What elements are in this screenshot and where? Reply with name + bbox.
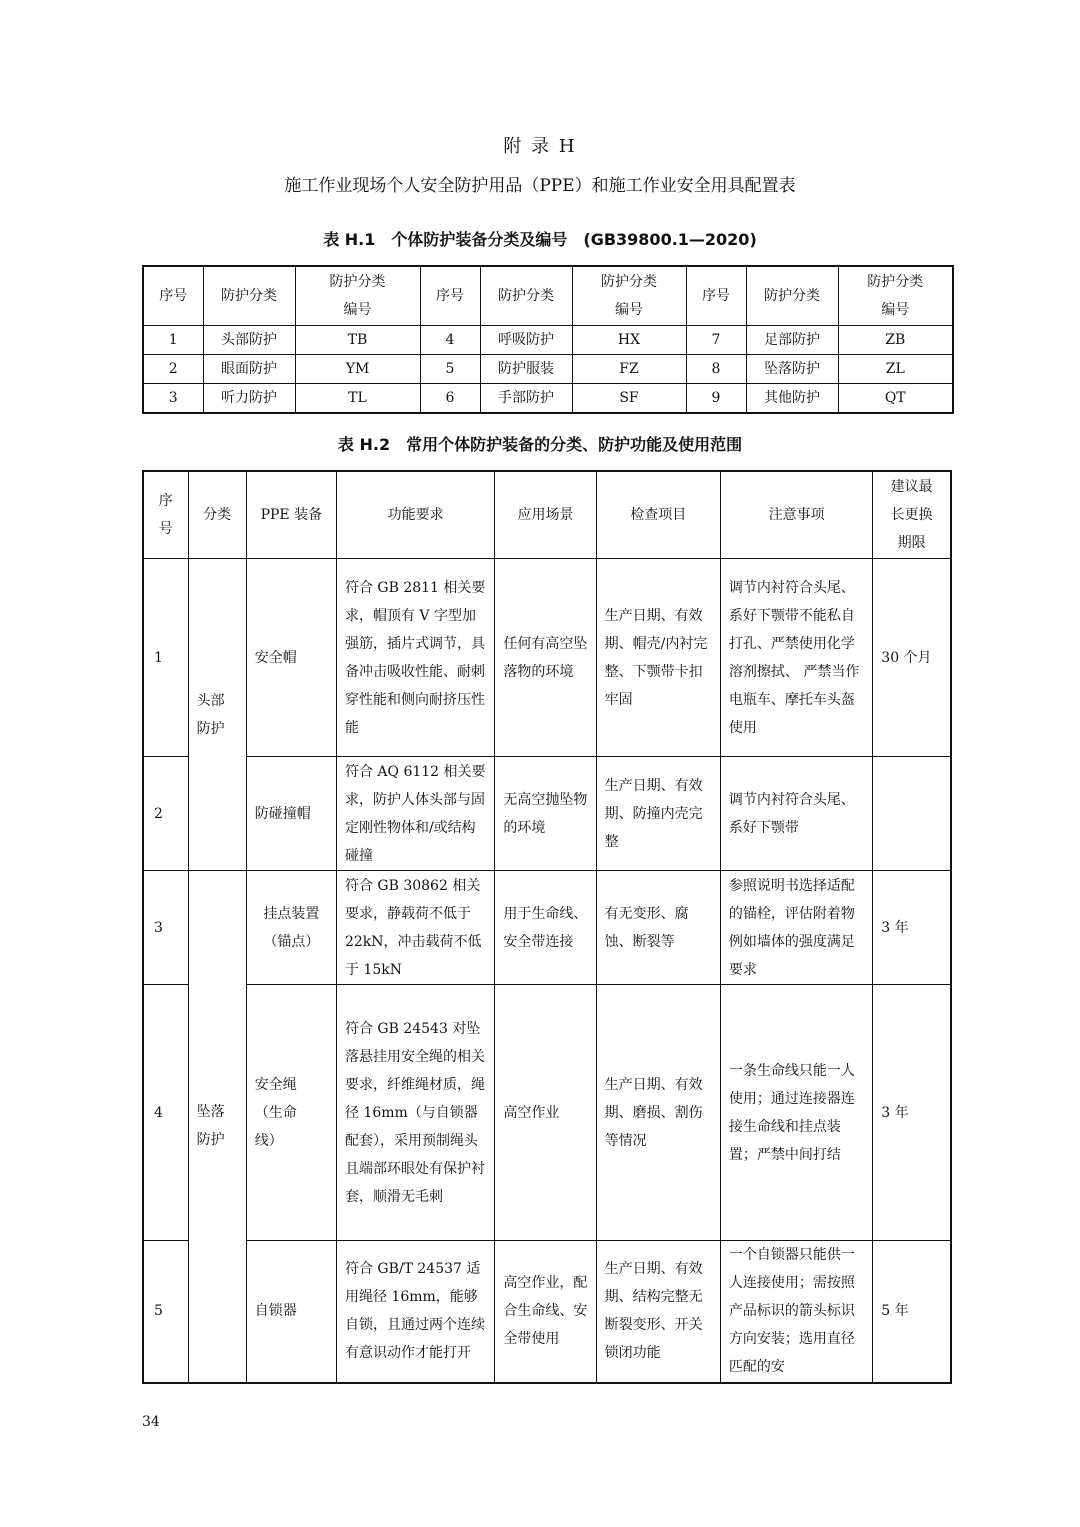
function-requirement: 符合 AQ 6112 相关要求，防护人体头部与固定刚性物体和/或结构碰撞 <box>336 757 494 871</box>
row-number: 2 <box>143 757 188 871</box>
equipment-name: 安全帽 <box>246 559 336 757</box>
table1-cell: QT <box>838 384 953 414</box>
table2-header: 应用场景 <box>495 471 596 559</box>
table1-cell: 防护服装 <box>480 355 572 384</box>
table-row <box>143 757 951 871</box>
table1-cell: 4 <box>420 326 480 355</box>
application-scenario: 用于生命线、安全带连接 <box>495 871 596 985</box>
table-row <box>143 1241 951 1383</box>
table2-header: 建议最 长更换 期限 <box>873 471 951 559</box>
table2-header: 分类 <box>188 471 246 559</box>
table1-cell: 8 <box>686 355 746 384</box>
table2-header: 检查项目 <box>596 471 720 559</box>
table-row <box>143 985 951 1241</box>
table1-header: 防护分类 编号 <box>295 266 420 326</box>
table1-cell: 其他防护 <box>746 384 838 414</box>
table1-cell: TL <box>295 384 420 414</box>
table1-cell: HX <box>572 326 686 355</box>
table-row <box>143 871 951 985</box>
precautions: 调节内衬符合头尾、系好下颚带 <box>720 757 872 871</box>
table1-cell: 足部防护 <box>746 326 838 355</box>
replacement-period: 3 年 <box>873 985 951 1241</box>
table1-cell: 坠落防护 <box>746 355 838 384</box>
application-scenario: 无高空抛坠物的环境 <box>495 757 596 871</box>
function-requirement: 符合 GB 30862 相关要求，静载荷不低于 22kN，冲击载荷不低于 15kN <box>336 871 494 985</box>
replacement-period: 5 年 <box>873 1241 951 1383</box>
group-head-protection: 头部 防护 <box>188 559 246 871</box>
equipment-name: 挂点装置 （锚点） <box>246 871 336 985</box>
table1-cell: FZ <box>572 355 686 384</box>
application-scenario: 高空作业，配合生命线、安全带使用 <box>495 1241 596 1383</box>
table-row <box>143 326 953 355</box>
check-items: 生产日期、有效期、防撞内壳完整 <box>596 757 720 871</box>
table1-header-row <box>143 266 953 326</box>
table1-header: 防护分类 编号 <box>838 266 953 326</box>
check-items: 生产日期、有效期、帽壳/内衬完整、下颚带卡扣牢固 <box>596 559 720 757</box>
table2-header: 序 号 <box>143 471 188 559</box>
table-row <box>143 384 953 414</box>
page-number: 34 <box>142 1414 160 1430</box>
replacement-period: 30 个月 <box>873 559 951 757</box>
table1-header: 序号 <box>420 266 480 326</box>
table1-cell: 1 <box>143 326 203 355</box>
row-number: 1 <box>143 559 188 757</box>
equipment-name: 安全绳 （生命 线） <box>246 985 336 1241</box>
table1-cell: 听力防护 <box>203 384 295 414</box>
table1-header: 序号 <box>686 266 746 326</box>
table1-cell: 7 <box>686 326 746 355</box>
replacement-period <box>873 757 951 871</box>
row-number: 3 <box>143 871 188 985</box>
check-items: 生产日期、有效期、磨损、割伤等情况 <box>596 985 720 1241</box>
table2-header-row <box>143 471 951 559</box>
row-number: 4 <box>143 985 188 1241</box>
group-fall-protection: 坠落 防护 <box>188 871 246 1383</box>
application-scenario: 高空作业 <box>495 985 596 1241</box>
table1-cell: TB <box>295 326 420 355</box>
precautions: 调节内衬符合头尾、系好下颚带不能私自打孔、严禁使用化学溶剂擦拭、 严禁当作电瓶车、摩托车头盔使用 <box>720 559 872 757</box>
precautions: 一个自锁器只能供一人连接使用；需按照产品标识的箭头标识方向安装；选用直径匹配的安 <box>720 1241 872 1383</box>
table1-cell: 2 <box>143 355 203 384</box>
precautions: 一条生命线只能一人使用；通过连接器连接生命线和挂点装置；严禁中间打结 <box>720 985 872 1241</box>
table1-header: 防护分类 <box>480 266 572 326</box>
appendix-subtitle: 施工作业现场个人安全防护用品（PPE）和施工作业安全用具配置表 <box>284 176 796 196</box>
table1-cell: 头部防护 <box>203 326 295 355</box>
table1-cell: 5 <box>420 355 480 384</box>
table2-header: 功能要求 <box>336 471 494 559</box>
table1-cell: ZL <box>838 355 953 384</box>
table1-cell: 呼吸防护 <box>480 326 572 355</box>
table-row <box>143 355 953 384</box>
ppe-function-table <box>142 470 952 1384</box>
table1-cell: 眼面防护 <box>203 355 295 384</box>
table1-cell: 9 <box>686 384 746 414</box>
row-number: 5 <box>143 1241 188 1383</box>
equipment-name: 防碰撞帽 <box>246 757 336 871</box>
table1-header: 防护分类 编号 <box>572 266 686 326</box>
check-items: 生产日期、有效期、结构完整无断裂变形、开关锁闭功能 <box>596 1241 720 1383</box>
function-requirement: 符合 GB/T 24537 适用绳径 16mm，能够自锁，且通过两个连续有意识动作才能打开 <box>336 1241 494 1383</box>
application-scenario: 任何有高空坠落物的环境 <box>495 559 596 757</box>
table2-caption: 表 H.2 常用个体防护装备的分类、防护功能及使用范围 <box>337 435 743 454</box>
table1-cell: 3 <box>143 384 203 414</box>
table1-cell: 6 <box>420 384 480 414</box>
replacement-period: 3 年 <box>873 871 951 985</box>
table2-header: 注意事项 <box>720 471 872 559</box>
precautions: 参照说明书选择适配的锚栓，评估附着物例如墙体的强度满足要求 <box>720 871 872 985</box>
table1-cell: 手部防护 <box>480 384 572 414</box>
equipment-name: 自锁器 <box>246 1241 336 1383</box>
table1-cell: YM <box>295 355 420 384</box>
appendix-title: 附 录 H <box>503 136 577 157</box>
table1-header: 防护分类 <box>746 266 838 326</box>
table1-cell: ZB <box>838 326 953 355</box>
table-row <box>143 559 951 757</box>
check-items: 有无变形、腐蚀、断裂等 <box>596 871 720 985</box>
table2-header: PPE 装备 <box>246 471 336 559</box>
function-requirement: 符合 GB 2811 相关要求，帽顶有 V 字型加强筋，插片式调节，具备冲击吸收性能、耐刺穿性能和侧向耐挤压性能 <box>336 559 494 757</box>
table1-caption: 表 H.1 个体防护装备分类及编号 (GB39800.1—2020) <box>323 230 757 249</box>
table1-cell: SF <box>572 384 686 414</box>
table1-header: 序号 <box>143 266 203 326</box>
ppe-classification-table <box>142 265 954 414</box>
table1-header: 防护分类 <box>203 266 295 326</box>
function-requirement: 符合 GB 24543 对坠落悬挂用安全绳的相关要求，纤维绳材质，绳径 16mm（与自锁器配套），采用预制绳头且端部环眼处有保护衬套，顺滑无毛刺 <box>336 985 494 1241</box>
